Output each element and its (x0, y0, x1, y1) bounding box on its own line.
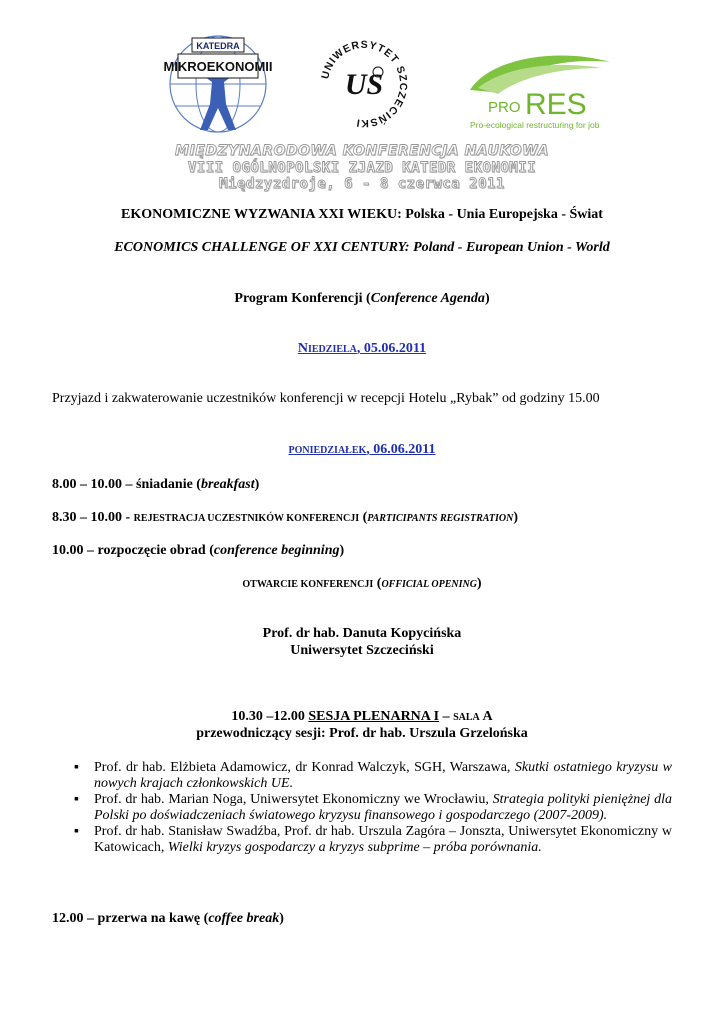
bullet-square-icon: ▪ (74, 792, 79, 807)
opening-speaker-name: Prof. dr hab. Danuta Kopycińska (262, 626, 462, 641)
official-opening: OTWARCIE KONFERENCJI (OFFICIAL OPENING) (242, 576, 482, 591)
us-monogram: US (344, 68, 384, 101)
breakfast-line: 8.00 – 10.00 – śniadanie (breakfast) (52, 477, 260, 492)
session-heading: 10.30 –12.00 SESJA PLENARNA I – SALA A (231, 709, 493, 724)
list-item: ▪ Prof. dr hab. Marian Noga, Uniwersytet Ekonomiczny we Wrocławiu, Strategia polityki pieniężnej dla Polski po doświadczeniach światowego kryzysu finansowego i gospodarczego (2007-2009). (74, 792, 672, 823)
monday-heading[interactable]: PONIEDZIAŁEK, 06.06.2011 (288, 442, 436, 457)
logo-row (0, 20, 724, 135)
banner-line-2: VIII OGÓLNOPOLSKI ZJAZD KATEDR EKONOMII (187, 160, 537, 176)
prores-logo (462, 48, 614, 132)
coffee-break-line: 12.00 – przerwa na kawę (coffee break) (52, 911, 284, 926)
session-chair: przewodniczący sesji: Prof. dr hab. Urszula Grzelońska (196, 726, 528, 741)
prores-tagline: Pro-ecological restructuring for job (470, 120, 600, 130)
agenda-heading: Program Konferencji (Conference Agenda) (234, 291, 490, 306)
katedra-label: KATEDRA (196, 41, 240, 51)
bullet-square-icon: ▪ (74, 824, 79, 839)
banner-line-3: Międzyzdroje, 6 - 8 czerwca 2011 (219, 176, 505, 192)
title-english: ECONOMICS CHALLENGE OF XXI CENTURY: Poland - European Union - World (114, 240, 610, 255)
list-item: ▪ Prof. dr hab. Stanisław Swadźba, Prof. dr hab. Urszula Zagóra – Jonszta, Uniwersytet Ekonomiczny w Katowicach, Wielki kryzys gospodarczy a kryzys subprime – próba porównania. (74, 824, 672, 855)
mikroekonomii-label: MIKROEKONOMII (163, 59, 273, 74)
opening-speaker-affiliation: Uniwersytet Szczeciński (290, 643, 434, 658)
registration-line: 8.30 – 10.00 - REJESTRACJA UCZESTNIKÓW KONFERENCJI (PARTICIPANTS REGISTRATION) (52, 510, 518, 525)
banner-line-1: MIĘDZYNARODOWA KONFERENCJA NAUKOWA (175, 143, 549, 159)
us-arc-text: UNIWERSYTET SZCZECIŃSKI (319, 38, 410, 130)
list-item: ▪ Prof. dr hab. Elżbieta Adamowicz, dr Konrad Walczyk, SGH, Warszawa, Skutki ostatniego kryzysu w nowych krajach członkowskich UE. (74, 760, 672, 791)
beginning-line: 10.00 – rozpoczęcie obrad (conference beginning) (52, 543, 345, 558)
katedra-mikroekonomii-logo (156, 30, 280, 134)
title-polish: EKONOMICZNE WYZWANIA XXI WIEKU: Polska - Unia Europejska - Świat (121, 207, 603, 222)
prores-pro: PRO (488, 99, 521, 116)
uniwersytet-szczecinski-logo (318, 38, 410, 130)
prores-res: RES (525, 88, 587, 121)
session-talks-list (74, 760, 672, 856)
sunday-arrival-text: Przyjazd i zakwaterowanie uczestników konferencji w recepcji Hotelu „Rybak” od godziny 15.00 (52, 391, 600, 406)
bullet-square-icon: ▪ (74, 760, 79, 775)
sunday-heading[interactable]: NIEDZIELA, 05.06.2011 (297, 341, 427, 356)
